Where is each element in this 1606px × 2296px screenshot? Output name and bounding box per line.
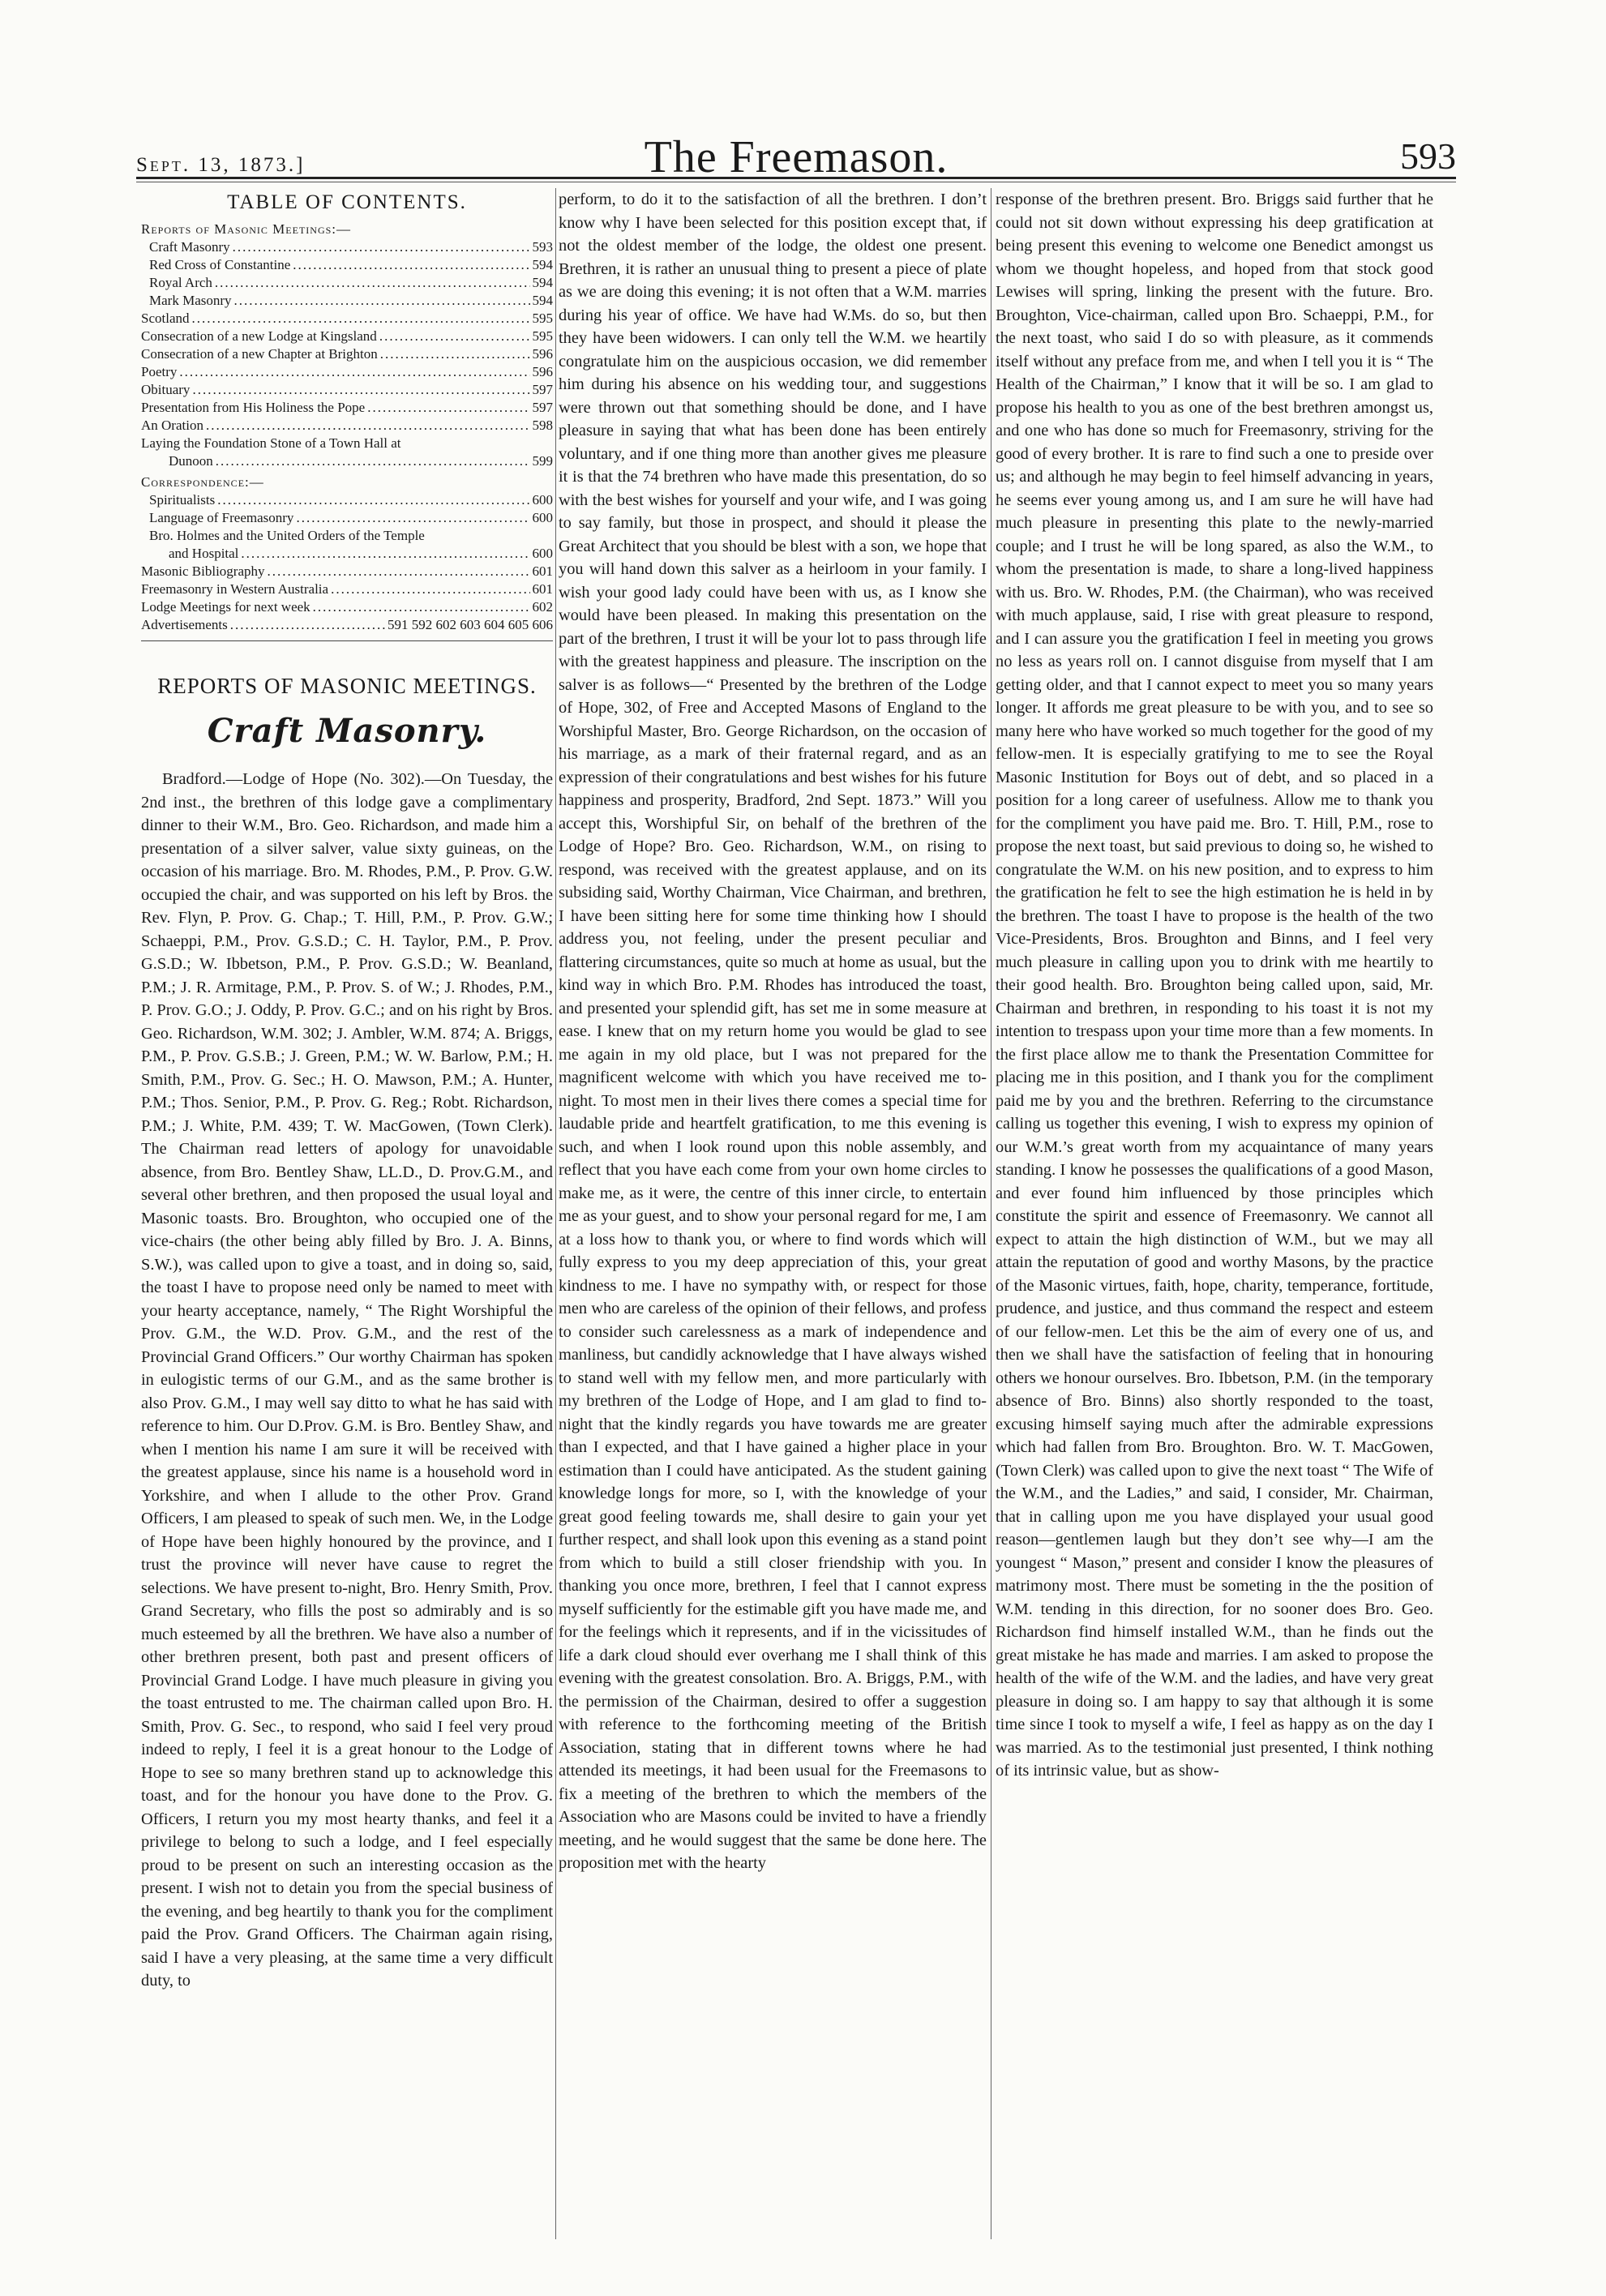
toc-entry bbox=[141, 580, 553, 598]
toc-entry bbox=[141, 238, 553, 256]
toc-entry bbox=[141, 435, 553, 452]
toc-entry bbox=[141, 345, 553, 363]
toc-entry-text: Lodge Meetings for next week bbox=[141, 599, 310, 615]
toc-entry-text: Freemasonry in Western Australia bbox=[141, 581, 329, 597]
toc-entry bbox=[141, 527, 553, 545]
toc-entry-page: 594 bbox=[532, 293, 553, 308]
column-2 bbox=[559, 188, 987, 2247]
toc-entry-advertisements bbox=[141, 616, 553, 634]
toc-entry-text: Red Cross of Constantine bbox=[149, 257, 291, 272]
toc-entry-text: Poetry bbox=[141, 364, 178, 379]
toc-entry-page: 597 bbox=[532, 382, 553, 397]
toc-entry-page: 602 bbox=[532, 599, 553, 615]
toc-entry-page: 595 bbox=[532, 311, 553, 326]
toc-entry-page: 593 bbox=[532, 239, 553, 255]
paragraph: perform, to do it to the satisfaction of all the brethren. I don’t know why I have been selected for this position except that, if not the oldest member of the lodge, the oldest one present. Brethren, it is rather an unusual thing to present a piece of plate as we are doing this evening; it is not often that a W.M. marries during his year of office. We have had W.Ms. do so, but then they have been widowers. I can only tell the W.M. we heartily congratulate him on the auspicious occasion, we did remember him during his absence on his wedding tour, and suggestions were thrown out that something should be done, and I have pleasure in saying that what has been done has been entirely voluntary, and if one thing more than another gives me pleasure it is that the 74 brethren who have made this presentation, do so with the best wishes for yourself and your wife, and I was going to say family, but those in prospect, and should it please the Great Architect that you should be blest with a son, we hope that you will hand down this salver as a heirloom in your family. I wish your good lady could have been with us, as I know she would have been pleased. In making this presentation on the part of the brethren, I trust it will be your lot to pass through life with the greatest happiness and pleasure. The inscription on the salver is as follows—“ Presented by the brethren of the Lodge of Hope, 302, of Free and Accepted Masons of England to the Worshipful Master, Bro. George Richardson, on the occasion of his marriage, as a mark of their fraternal regard, and as an expression of their congratulations and best wishes for his future happiness and prosperity, Bradford, 2nd Sept. 1873.” Will you accept this, Worshipful Sir, on behalf of the brethren of the Lodge of Hope? Bro. Geo. Richardson, W.M., on rising to respond, was received with the greatest applause, and on its subsiding said, Worthy Chairman, Vice Chairman, and brethren, I have been sitting here for some time thinking how I should address you, not feeling, under the present peculiar and flattering circumstances, quite so much at home as usual, but the kind way in which Bro. P.M. Rhodes has introduced the toast, and presented your splendid gift, has set me in some measure at ease. I knew that on my return home you would be glad to see me again in my old place, but I was not prepared for the magnificent welcome with which you have received me to-night. To most men in their lives there comes a special time for laudable pride and heartfelt gratification, to me this evening is such, and when I look round upon this noble assembly, and reflect that you have each come from your own home circles to make me, as it were, the centre of this inner circle, to entertain me as your guest, and to show your personal regard for me, I am at a loss how to thank you, or where to find words which will fully express to you my deep appreciation of this, your great kindness to me. I have no sympathy with, or respect for those men who are careless of the opinion of their fellows, and profess to consider such carelessness as a mark of independence and manliness, but candidly acknowledge that I have always wished to stand well with my fellow men, and more particularly with my brethren of the Lodge of Hope, and I am glad to find to-night that the kindly regards you have towards me are greater than I expected, and that I have gained a higher place in your estimation than I could have anticipated. As the student gaining knowledge longs for more, so I, with the knowledge of your great good feeling towards me, shall desire to gain your yet further respect, and shall look upon this evening as a stand point from which to build a still closer friendship with you. In thanking you once more, brethren, I feel that I cannot express myself sufficiently for the estimable gift you have made me, and for the feelings which it represents, and if in the vicissitudes of life a dark cloud should ever overhang me I shall think of this evening with the greatest consolation. Bro. A. Briggs, P.M., with the permission of the Chairman, desired to offer a suggestion with reference to the forthcoming meeting of the British Association, stating that in different towns where he had attended its meetings, it had been usual for the Freemasons to fix a meeting of the brethren to which the members of the Association who are Masons could be invited to have a friendly meeting, and he would suggest that the same be done here. The proposition met with the hearty bbox=[559, 191, 987, 1872]
toc-entry bbox=[141, 509, 553, 527]
toc-entry bbox=[141, 292, 553, 310]
toc-title: TABLE OF CONTENTS. bbox=[227, 191, 467, 213]
toc-entry-text: Consecration of a new Chapter at Brighton bbox=[141, 346, 378, 362]
toc-entry bbox=[141, 563, 553, 580]
toc-entry bbox=[141, 256, 553, 274]
column-3 bbox=[996, 188, 1433, 2247]
toc-entry-text: Bro. Holmes and the United Orders of the Temple bbox=[149, 528, 425, 543]
toc-section-correspondence: Correspondence:— bbox=[141, 474, 264, 490]
toc-entry bbox=[141, 328, 553, 345]
toc-entry-text: Scotland bbox=[141, 311, 190, 326]
toc-entry-text: Language of Freemasonry bbox=[149, 510, 294, 525]
article-text bbox=[141, 768, 553, 1993]
toc-entry-page: 597 bbox=[532, 400, 553, 415]
toc-entry-text: Royal Arch bbox=[149, 275, 212, 290]
section-heading: REPORTS OF MASONIC MEETINGS. bbox=[157, 674, 537, 698]
toc-entry-text: and Hospital bbox=[169, 546, 239, 561]
paragraph: response of the brethren present. Bro. Briggs said further that he could not sit down without expressing his deep gratification at being present this evening to welcome one Benedict amongst us whom we thought hopeless, and hoped from that stock good Lewises will spring, linking the present with the future. Bro. Broughton, Vice-chairman, called upon Bro. Schaeppi, P.M., for the next toast, who said I do so with pleasure, as it commends itself without any preface from me, and when I tell you it is “ The Health of the Chairman,” I know that it will be so. I am glad to propose his health to you as one of the best brethren amongst us, and one who has done so much for Freemasonry, striving for the good of every brother. It is rare to find such a one to preside over us; and although he may begin to feel himself advancing in years, he seems ever young among us, and I am sure he will have had much pleasure in presenting this plate to the newly-married couple; and I trust he will be long spared, as also the W.M., to whom the presentation is made, to share a long-lived happiness with us. Bro. W. Rhodes, P.M. (the Chairman), who was received with much applause, said, I rise with great pleasure to respond, and I can assure you the gratification I feel in meeting you grows no less as years roll on. I cannot disguise from myself that I am getting older, and that I cannot expect to meet you so many years longer. It affords me great pleasure to be with you, and to see so many here who have worked so much together for the good of my fellow-men. It is especially gratifying to me to see the Royal Masonic Institution for Boys out of debt, and so placed in a position for a long career of usefulness. Allow me to thank you for the compliment you have paid me. Bro. T. Hill, P.M., rose to propose the next toast, but said previous to doing so, he wished to congratulate the W.M. on his new position, and to express to him the gratification he felt to see the high estimation he is held in by the brethren. The toast I have to propose is the health of the two Vice-Presidents, Bros. Broughton and Binns, and I feel very much pleasure in calling upon you to drink with me heartily to their good health. Bro. Broughton being called upon, said, Mr. Chairman and brethren, in responding to his toast it is not my intention to trespass upon your time more than a few moments. In the first place allow me to thank the Presentation Committee for placing me in this position, and I thank you for the compliment paid me by you and the brethren. Referring to the circumstance calling us together this evening, I wish to express my opinion of our W.M.’s great worth from my acquaintance of many years standing. I know he possesses the qualifications of a good Mason, and ever found him influenced by those principles which constitute the spirit and essence of Freemasonry. We cannot all expect to attain the high distinction of W.M., but we may all attain the reputation of good and worthy Masons, by the practice of the Masonic virtues, faith, hope, charity, temperance, fortitude, prudence, and justice, and thus command the respect and esteem of our fellow-men. Let this be the aim of every one of us, and then we shall have the satisfaction of feeling that in honouring others we honour ourselves. Bro. Ibbetson, P.M. (in the temporary absence of Bro. Binns) also shortly responded to the toast, excusing himself saying much after the admirable expressions which had fallen from Bro. Broughton. Bro. W. T. MacGowen, (Town Clerk) was called upon to give the next toast “ The Wife of the W.M., and the Ladies,” and said, I consider, Mr. Chairman, that in calling upon me you have displayed your usual good reason—gentlemen laugh but they don’t see why—I am the youngest “ Mason,” present and consider I know the pleasures of matrimony most. There must be someting in the the position of W.M. tending in this direction, for no sooner does Bro. Geo. Richardson find himself installed W.M., than he finds out the great mistake he has made and marries. I am asked to propose the health of the wife of the W.M. and the ladies, and have very great pleasure in doing so. I am happy to say that although it is some time since I took to myself a wife, I feel as happy as on the day I was married. As to the testimonial just presented, I think nothing of its intrinsic value, but as show- bbox=[996, 191, 1433, 1780]
toc-section-reports: Reports of Masonic Meetings:— bbox=[141, 221, 352, 237]
toc-entry-page: 600 bbox=[532, 492, 553, 508]
page-number: 593 bbox=[1400, 135, 1456, 177]
column-divider bbox=[555, 188, 556, 2239]
article-text bbox=[559, 188, 987, 1875]
toc-entry-text: Laying the Foundation Stone of a Town Hall at bbox=[141, 435, 401, 451]
table-of-contents bbox=[141, 191, 553, 641]
toc-entry-continued bbox=[141, 452, 553, 470]
toc-entry-page: 596 bbox=[532, 364, 553, 379]
toc-entry-text: Mark Masonry bbox=[149, 293, 232, 308]
publication-title: The Freemason. bbox=[644, 132, 949, 182]
toc-entry-page: 600 bbox=[532, 546, 553, 561]
toc-entry-page: 599 bbox=[532, 453, 553, 469]
toc-entry bbox=[141, 399, 553, 417]
toc-entry bbox=[141, 598, 553, 616]
toc-rule bbox=[141, 640, 553, 641]
toc-entry-text: Craft Masonry bbox=[149, 239, 230, 255]
toc-entry bbox=[141, 363, 553, 381]
toc-entry-page: 600 bbox=[532, 510, 553, 525]
toc-entry-text: Spiritualists bbox=[149, 492, 216, 508]
toc-entry bbox=[141, 381, 553, 399]
subsection-heading: Craft Masonry. bbox=[207, 712, 487, 750]
toc-entry-page: 594 bbox=[532, 275, 553, 290]
masthead bbox=[136, 132, 1456, 182]
toc-entry-page: 598 bbox=[532, 418, 553, 433]
toc-entry-text: Masonic Bibliography bbox=[141, 563, 265, 579]
toc-entry-page: 594 bbox=[532, 257, 553, 272]
toc-entry-text: An Oration bbox=[141, 418, 203, 433]
column-1 bbox=[141, 188, 553, 2247]
toc-entry-text: Advertisements bbox=[141, 617, 228, 632]
paragraph: Bradford.—Lodge of Hope (No. 302).—On Tuesday, the 2nd inst., the brethren of this lodge gave a complimentary dinner to their W.M., Bro. Geo. Richardson, and made him a presentation of a silver salver, value sixty guineas, on the occasion of his marriage. Bro. M. Rhodes, P.M., P. Prov. G.W. occupied the chair, and was supported on his left by Bros. the Rev. Flyn, P. Prov. G. Chap.; T. Hill, P.M., P. Prov. G.W.; Schaeppi, P.M., Prov. G.S.D.; C. H. Taylor, P.M., P. Prov. G.S.D.; W. Ibbetson, P.M., P. Prov. G.S.D.; W. Beanland, P.M.; J. R. Armitage, P.M., P. Prov. S. of W.; J. Rhodes, P.M., P. Prov. G.O.; J. Oddy, P. Prov. G.C.; and on his right by Bros. Geo. Richardson, W.M. 302; J. Ambler, W.M. 874; A. Briggs, P.M., P. Prov. G.S.B.; J. Green, P.M.; W. W. Barlow, P.M.; H. Smith, P.M., Prov. G. Sec.; H. O. Mawson, P.M.; A. Hunter, P.M.; Thos. Senior, P.M., P. Prov. G. Reg.; Robt. Richardson, P.M.; J. White, P.M. 439; T. W. MacGowen, (Town Clerk). The Chairman read letters of apology for unavoidable absence, from Bro. Bentley Shaw, LL.D., D. Prov.G.M., and several other brethren, and then proposed the usual loyal and Masonic toasts. Bro. Broughton, who occupied one of the vice-chairs (the other being ably filled by Bro. J. A. Binns, S.W.), was called upon to give a toast, and in doing so, said, the toast I have to propose need only be named to meet with your hearty acceptance, namely, “ The Right Worshipful the Prov. G.M., the W.D. Prov. G.M., and the rest of the Provincial Grand Officers.” Our worthy Chairman has spoken in eulogistic terms of our G.M., and as the same brother is also Prov. G.M., I may well say ditto to what he has said with reference to him. Our D.Prov. G.M. is Bro. Bentley Shaw, and when I mention his name I am sure it will be received with the greatest applause, since his name is a household word in Yorkshire, and when I allude to the other Prov. Grand Officers, I am pleased to speak of such men. We, in the Lodge of Hope have been highly honoured by the province, and I trust the province will never have cause to regret the selections. We have present to-night, Bro. Henry Smith, Prov. Grand Secretary, who fills the post so admirably and is so much esteemed by all the brethren. We have also a number of other brethren present, both past and present officers of Provincial Grand Lodge. I have much pleasure in giving you the toast entrusted to me. The chairman called upon Bro. H. Smith, Prov. G. Sec., to respond, who said I feel very proud indeed to reply, I feel it is a great honour to the Lodge of Hope to see so many brethren stand up to acknowledge this toast, and for the honour you have done to the Prov. G. Officers, I return you my most hearty thanks, and feel it a privilege to belong to such a lodge, and I feel especially proud to be present on such an interesting occasion as the present. I wish not to detain you from the special business of the evening, and beg heartily to thank you for the compliment paid the Prov. Grand Officers. The Chairman again rising, said I have a very pleasing, at the same time a very difficult duty, to bbox=[141, 770, 553, 1990]
toc-entry-page: 595 bbox=[532, 328, 553, 344]
toc-entry-continued bbox=[141, 545, 553, 563]
toc-entry bbox=[141, 274, 553, 292]
toc-entry-page: 601 bbox=[532, 563, 553, 579]
toc-entry-page: 596 bbox=[532, 346, 553, 362]
toc-entry-text: Obituary bbox=[141, 382, 191, 397]
toc-entry-page: 591 592 602 603 604 605 606 bbox=[388, 617, 553, 632]
toc-entry-text: Dunoon bbox=[169, 453, 213, 469]
toc-entry-text: Consecration of a new Lodge at Kingsland bbox=[141, 328, 377, 344]
issue-date: Sept. 13, 1873.] bbox=[136, 154, 306, 176]
toc-entry bbox=[141, 310, 553, 328]
toc-entry-text: Presentation from His Holiness the Pope bbox=[141, 400, 366, 415]
toc-entry bbox=[141, 417, 553, 435]
toc-entry-page: 601 bbox=[532, 581, 553, 597]
toc-entry bbox=[141, 491, 553, 509]
article-text bbox=[996, 188, 1433, 1783]
header-rule bbox=[136, 177, 1456, 179]
